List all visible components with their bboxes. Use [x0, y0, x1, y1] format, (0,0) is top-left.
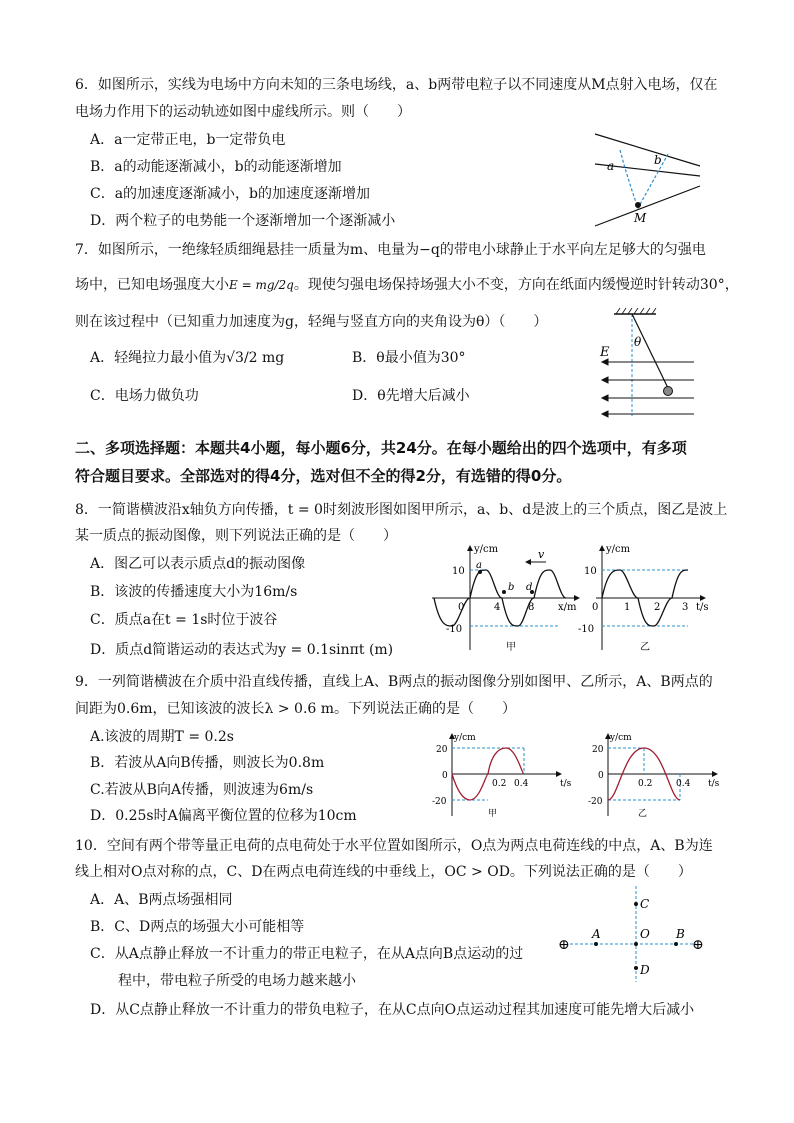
- q6-option-d: D．两个粒子的电势能一个逐渐增加一个逐渐减小: [90, 213, 396, 229]
- q10-option-a: A．A、B两点场强相同: [90, 892, 233, 908]
- q9-yi-tick-0: 0: [598, 771, 604, 781]
- q10-option-b: B．C、D两点的场强大小可能相等: [90, 919, 305, 935]
- section2-heading-line2: 符合题目要求。全部选对的得4分，选对但不全的得2分，有选错的得0分。: [75, 467, 572, 485]
- q9-option-d: D．0.25s时A偏离平衡位置的位移为10cm: [90, 808, 357, 824]
- q7-option-b: B．θ最小值为30°: [352, 350, 466, 366]
- q8-yi-tick-0: 0: [592, 602, 599, 613]
- q9-jia-tick-neg20: -20: [432, 797, 447, 807]
- q9-jia-xlabel: t/s: [560, 779, 572, 789]
- q8-yi-tick-1: 1: [624, 602, 631, 613]
- q6-label-b: b: [654, 153, 662, 167]
- q8-vibration-graph-yi: [578, 540, 712, 656]
- q8-option-d: D．质点d简谐运动的表达式为y = 0.1sinπt (m): [90, 642, 394, 658]
- q9-yi-xlabel: t/s: [708, 779, 720, 789]
- q8-jia-tick-0: 0: [458, 602, 465, 613]
- q8-jia-ylabel: y/cm: [474, 544, 499, 555]
- q8-jia-tick-neg10: -10: [446, 624, 463, 635]
- q8-yi-ylabel: y/cm: [606, 544, 631, 555]
- q10-option-c-line2: 程中，带电粒子所受的电场力越来越小: [90, 973, 356, 989]
- q10-right-charge: ⊕: [692, 937, 704, 953]
- q7-option-a: A．轻绳拉力最小值为√3/2 mg: [90, 350, 285, 366]
- q7-stem-line2b: 。现使匀强电场保持场强大小不变，方向在纸面内缓慢逆时针转动30°，: [293, 277, 739, 293]
- q7-formula: E = mg/2q: [229, 278, 294, 292]
- q9-jia-ylabel: y/cm: [454, 733, 476, 743]
- q9-jia-tick-0: 0: [442, 771, 448, 781]
- q9-jia-tick-04: 0.4: [514, 779, 529, 789]
- q7-stem-line2: [75, 275, 739, 295]
- q8-stem-line2: 某一质点的振动图像，则下列说法正确的是（ ）: [75, 528, 397, 544]
- q9-stem-line1: 9．一列简谐横波在介质中沿直线传播，直线上A、B两点的振动图像分别如图甲、乙所示，A、B两点的: [75, 674, 713, 690]
- q10-stem-line2: 线上相对O点对称的点，C、D在两点电荷连线的中垂线上，OC > OD。下列说法正确的是（ ）: [75, 864, 692, 880]
- q9-jia-tick-20: 20: [436, 745, 448, 755]
- q9-yi-tick-04: 0.4: [676, 779, 691, 789]
- q10-option-d: D．从C点静止释放一不计重力的带负电粒子，在从C点向O点运动过程其加速度可能先增大后减小: [90, 1002, 695, 1018]
- q9-vibration-graph-jia: [428, 730, 572, 820]
- q9-jia-tick-02: 0.2: [492, 779, 507, 789]
- q9-stem-line2: 间距为0.6m，已知该波的波长λ > 0.6 m。下列说法正确的是（ ）: [75, 701, 517, 717]
- q9-option-b: B．若波从A向B传播，则波长为0.8m: [90, 755, 325, 771]
- q7-pendulum-diagram: [594, 306, 700, 422]
- q8-yi-tick-2: 2: [654, 602, 661, 613]
- q10-label-a: A: [592, 927, 601, 941]
- q9-yi-tick-neg20: -20: [588, 797, 603, 807]
- q10-label-c: C: [640, 897, 650, 911]
- q10-label-o: O: [640, 927, 650, 941]
- q8-jia-tick-10: 10: [452, 566, 465, 577]
- q8-jia-caption: 甲: [506, 642, 516, 653]
- q8-yi-xlabel: t/s: [696, 602, 709, 613]
- q8-jia-tick-4: 4: [494, 602, 501, 613]
- q7-stem-line1: 7．如图所示，一绝缘轻质细绳悬挂一质量为m、电量为−q的带电小球静止于水平向左足够大的匀强电: [75, 242, 706, 258]
- q10-label-d: D: [640, 963, 650, 977]
- q10-option-c-line1: C．从A点静止释放一不计重力的带正电粒子，在从A点向B点运动的过: [90, 946, 524, 962]
- q7-stem-line2a: 场中，已知电场强度大小: [75, 277, 229, 293]
- q8-yi-tick-3: 3: [682, 602, 689, 613]
- q8-jia-xlabel: x/m: [558, 602, 577, 613]
- q8-yi-tick-neg10: -10: [578, 624, 595, 635]
- q7-stem-line3: 则在该过程中（已知重力加速度为g，轻绳与竖直方向的夹角设为θ）（ ）: [75, 314, 548, 330]
- section2-heading-line1: 二、多项选择题：本题共4小题，每小题6分，共24分。在每小题给出的四个选项中，有多项: [75, 439, 687, 457]
- q6-option-c: C．a的加速度逐渐减小，b的加速度逐渐增加: [90, 186, 371, 202]
- q8-option-c: C．质点a在t = 1s时位于波谷: [90, 612, 278, 628]
- q7-label-e: E: [600, 345, 610, 360]
- q9-yi-ylabel: y/cm: [610, 733, 632, 743]
- q6-stem-line2: 电场力作用下的运动轨迹如图中虚线所示。则（ ）: [75, 104, 411, 120]
- q7-option-c: C．电场力做负功: [90, 388, 199, 404]
- q9-yi-tick-20: 20: [592, 745, 604, 755]
- q8-jia-point-b: b: [508, 582, 515, 593]
- q6-label-m: M: [634, 211, 647, 225]
- q6-label-a: a: [607, 159, 615, 173]
- q7-option-d: D．θ先增大后减小: [352, 388, 470, 404]
- q8-option-b: B．该波的传播速度大小为16m/s: [90, 584, 298, 600]
- q10-stem-line1: 10．空间有两个带等量正电荷的点电荷处于水平位置如图所示，O点为两点电荷连线的中点，A、B为连: [75, 838, 713, 854]
- q7-label-theta: θ: [634, 335, 642, 349]
- q8-wave-graph-jia: [428, 540, 590, 656]
- q8-jia-tick-8: 8: [528, 602, 535, 613]
- q8-jia-point-a: a: [476, 560, 482, 571]
- q9-option-c: C.若波从B向A传播，则波速为6m/s: [90, 782, 314, 798]
- q9-vibration-graph-yi: [584, 730, 728, 820]
- q9-option-a: A.该波的周期T = 0.2s: [90, 729, 234, 745]
- q6-stem-line1: 6．如图所示，实线为电场中方向未知的三条电场线，a、b两带电粒子以不同速度从M点射入电场，仅在: [75, 77, 718, 93]
- q6-option-b: B．a的动能逐渐减小，b的动能逐渐增加: [90, 159, 342, 175]
- q9-jia-caption: 甲: [488, 809, 498, 819]
- q8-jia-v: v: [538, 548, 545, 561]
- q6-field-diagram: [590, 128, 710, 230]
- q10-label-b: B: [676, 927, 685, 941]
- q9-yi-tick-02: 0.2: [638, 779, 653, 789]
- q8-stem-line1: 8．一简谐横波沿x轴负方向传播，t = 0时刻波形图如图甲所示，a、b、d是波上的三个质点，图乙是波上: [75, 502, 728, 518]
- q6-option-a: A．a一定带正电，b一定带负电: [90, 132, 286, 148]
- q8-yi-caption: 乙: [640, 642, 650, 653]
- q9-yi-caption: 乙: [638, 809, 648, 819]
- q8-yi-tick-10: 10: [584, 566, 597, 577]
- q8-jia-point-d: d: [526, 582, 533, 593]
- q10-charges-diagram: [556, 882, 712, 984]
- q8-option-a: A．图乙可以表示质点d的振动图像: [90, 556, 306, 572]
- q10-left-charge: ⊕: [558, 937, 570, 953]
